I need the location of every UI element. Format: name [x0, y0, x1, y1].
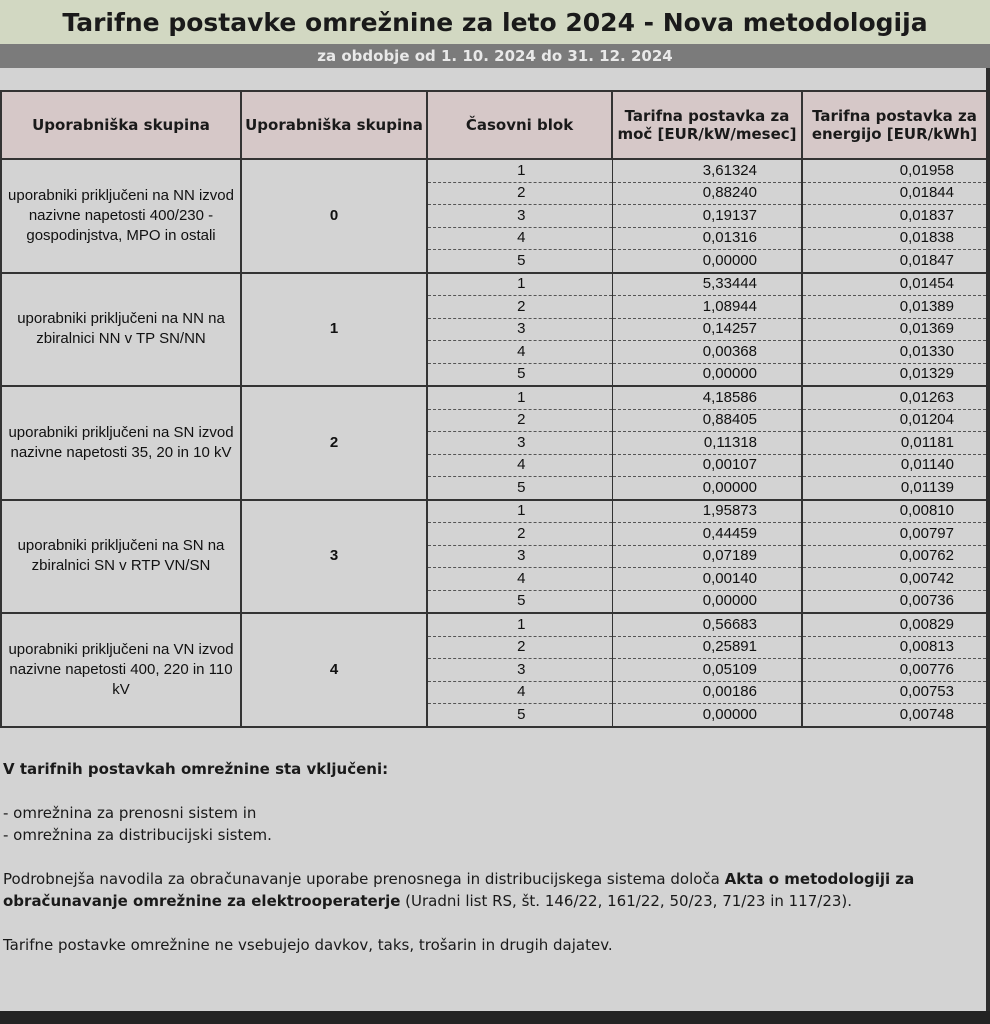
energy-rate-cell: 0,01837: [802, 205, 987, 228]
spacer: [3, 780, 973, 802]
methodology-text: Podrobnejša navodila za obračunavanje uporabe prenosnega in distribucijskega sistema določa: [3, 870, 725, 888]
power-rate-cell: 0,44459: [612, 523, 802, 546]
energy-rate-cell: 0,01263: [802, 386, 987, 409]
power-rate-cell: 0,25891: [612, 636, 802, 659]
user-group-code: 4: [241, 613, 427, 727]
spacer: [3, 846, 973, 868]
col-user-group: Uporabniška skupina: [1, 91, 241, 159]
power-rate-cell: 3,61324: [612, 159, 802, 182]
energy-rate-cell: 0,00776: [802, 659, 987, 682]
window-edge: [986, 68, 990, 1024]
time-block-cell: 5: [427, 250, 612, 273]
col-power-rate: Tarifna postavka za moč [EUR/kW/mesec]: [612, 91, 802, 159]
energy-rate-cell: 0,01844: [802, 182, 987, 205]
table-row: [1, 386, 987, 409]
power-rate-cell: 1,08944: [612, 296, 802, 319]
energy-rate-cell: 0,00753: [802, 681, 987, 704]
energy-rate-cell: 0,01389: [802, 296, 987, 319]
table-row: [1, 159, 987, 182]
energy-rate-cell: 0,00742: [802, 568, 987, 591]
time-block-cell: 3: [427, 205, 612, 228]
time-block-cell: 4: [427, 454, 612, 477]
power-rate-cell: 1,95873: [612, 500, 802, 523]
time-block-cell: 3: [427, 659, 612, 682]
col-user-group-code: Uporabniška skupina: [241, 91, 427, 159]
energy-rate-cell: 0,01847: [802, 250, 987, 273]
time-block-cell: 2: [427, 296, 612, 319]
time-block-cell: 3: [427, 318, 612, 341]
power-rate-cell: 0,88240: [612, 182, 802, 205]
period-subtitle: za obdobje od 1. 10. 2024 do 31. 12. 2024: [0, 44, 990, 68]
time-block-cell: 2: [427, 636, 612, 659]
time-block-cell: 4: [427, 681, 612, 704]
time-block-cell: 1: [427, 386, 612, 409]
page-title: Tarifne postavke omrežnine za leto 2024 - Nova metodologija: [0, 0, 990, 44]
tariff-table: [0, 90, 988, 728]
notes-item: - omrežnina za distribucijski sistem.: [3, 826, 272, 844]
power-rate-cell: 0,01316: [612, 227, 802, 250]
col-time-block: Časovni blok: [427, 91, 612, 159]
energy-rate-cell: 0,00762: [802, 545, 987, 568]
energy-rate-cell: 0,01369: [802, 318, 987, 341]
time-block-cell: 3: [427, 432, 612, 455]
power-rate-cell: 0,00000: [612, 590, 802, 613]
power-rate-cell: 0,00000: [612, 477, 802, 500]
time-block-cell: 5: [427, 590, 612, 613]
power-rate-cell: 0,11318: [612, 432, 802, 455]
energy-rate-cell: 0,01330: [802, 341, 987, 364]
power-rate-cell: 0,00000: [612, 704, 802, 727]
power-rate-cell: 0,88405: [612, 409, 802, 432]
energy-rate-cell: 0,01838: [802, 227, 987, 250]
user-group-description: uporabniki priključeni na NN na zbiralnici NN v TP SN/NN: [1, 273, 241, 387]
time-block-cell: 3: [427, 545, 612, 568]
time-block-cell: 1: [427, 159, 612, 182]
user-group-description: uporabniki priključeni na SN izvod nazivne napetosti 35, 20 in 10 kV: [1, 386, 241, 500]
energy-rate-cell: 0,01329: [802, 363, 987, 386]
power-rate-cell: 0,05109: [612, 659, 802, 682]
table-row: [1, 273, 987, 296]
time-block-cell: 1: [427, 613, 612, 636]
time-block-cell: 2: [427, 182, 612, 205]
energy-rate-cell: 0,01139: [802, 477, 987, 500]
power-rate-cell: 0,00000: [612, 250, 802, 273]
methodology-reference: (Uradni list RS, št. 146/22, 161/22, 50/23, 71/23 in 117/23).: [400, 892, 853, 910]
power-rate-cell: 0,14257: [612, 318, 802, 341]
power-rate-cell: 0,00000: [612, 363, 802, 386]
table-body: [1, 159, 987, 727]
energy-rate-cell: 0,00829: [802, 613, 987, 636]
power-rate-cell: 0,19137: [612, 205, 802, 228]
time-block-cell: 2: [427, 523, 612, 546]
time-block-cell: 5: [427, 477, 612, 500]
user-group-code: 1: [241, 273, 427, 387]
table-row: [1, 613, 987, 636]
time-block-cell: 2: [427, 409, 612, 432]
notes-heading: V tarifnih postavkah omrežnine sta vključeni:: [3, 760, 389, 778]
user-group-code: 2: [241, 386, 427, 500]
time-block-cell: 4: [427, 568, 612, 591]
energy-rate-cell: 0,00736: [802, 590, 987, 613]
user-group-description: uporabniki priključeni na VN izvod nazivne napetosti 400, 220 in 110 kV: [1, 613, 241, 727]
energy-rate-cell: 0,00748: [802, 704, 987, 727]
energy-rate-cell: 0,00797: [802, 523, 987, 546]
user-group-code: 0: [241, 159, 427, 273]
spacer: [3, 912, 973, 934]
time-block-cell: 4: [427, 227, 612, 250]
power-rate-cell: 0,00140: [612, 568, 802, 591]
time-block-cell: 1: [427, 273, 612, 296]
user-group-description: uporabniki priključeni na SN na zbiralnici SN v RTP VN/SN: [1, 500, 241, 614]
energy-rate-cell: 0,01204: [802, 409, 987, 432]
time-block-cell: 1: [427, 500, 612, 523]
power-rate-cell: 0,00368: [612, 341, 802, 364]
power-rate-cell: 0,00107: [612, 454, 802, 477]
col-energy-rate: Tarifna postavka za energijo [EUR/kWh]: [802, 91, 987, 159]
methodology-act-name: Akta o metodologiji za obračunavanje omrežnine za elektrooperaterje: [3, 870, 915, 910]
taxes-footnote: Tarifne postavke omrežnine ne vsebujejo davkov, taks, trošarin in drugih dajatev.: [3, 936, 613, 954]
methodology-paragraph: [3, 868, 973, 912]
time-block-cell: 4: [427, 341, 612, 364]
power-rate-cell: 0,00186: [612, 681, 802, 704]
user-group-description: uporabniki priključeni na NN izvod nazivne napetosti 400/230 - gospodinjstva, MPO in ostali: [1, 159, 241, 273]
time-block-cell: 5: [427, 363, 612, 386]
power-rate-cell: 0,07189: [612, 545, 802, 568]
user-group-code: 3: [241, 500, 427, 614]
table-header: [1, 91, 987, 159]
notes-item: - omrežnina za prenosni sistem in: [3, 804, 257, 822]
window-bottom-edge: [0, 1011, 990, 1024]
energy-rate-cell: 0,00810: [802, 500, 987, 523]
power-rate-cell: 0,56683: [612, 613, 802, 636]
energy-rate-cell: 0,00813: [802, 636, 987, 659]
energy-rate-cell: 0,01958: [802, 159, 987, 182]
energy-rate-cell: 0,01181: [802, 432, 987, 455]
time-block-cell: 5: [427, 704, 612, 727]
power-rate-cell: 5,33444: [612, 273, 802, 296]
energy-rate-cell: 0,01454: [802, 273, 987, 296]
notes-section: [3, 758, 973, 956]
table-row: [1, 500, 987, 523]
energy-rate-cell: 0,01140: [802, 454, 987, 477]
power-rate-cell: 4,18586: [612, 386, 802, 409]
